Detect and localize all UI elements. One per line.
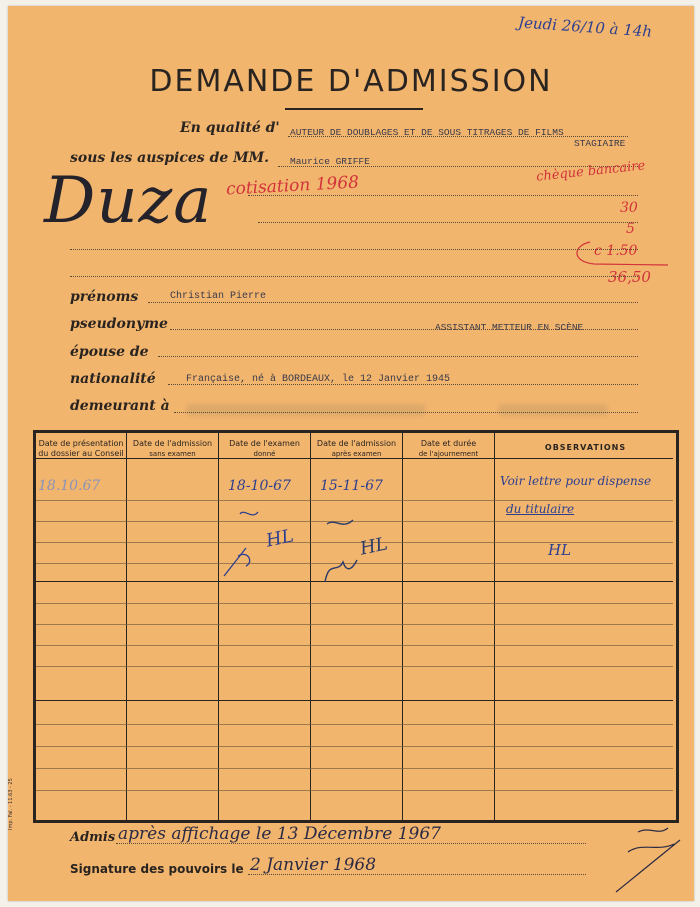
signature-line [248, 874, 586, 875]
epouse-line [158, 356, 638, 357]
redacted-address-1 [186, 404, 426, 416]
table-rule [36, 666, 673, 667]
col-ajournement [403, 432, 495, 822]
presentation-date: 18.10.67 [38, 478, 101, 494]
table-rule [36, 500, 673, 501]
header-admission-apres-main: Date de l'admission [316, 439, 397, 448]
amount-total: 36,50 [608, 268, 651, 286]
examen-date: 18-10-67 [228, 478, 291, 494]
header-examen-sub: donné [253, 450, 276, 458]
name-line-3 [70, 276, 638, 277]
header-ajournement-main: Date et durée [420, 439, 477, 448]
qualite-label: En qualité d' [180, 120, 280, 136]
signature-label: Signature des pouvoirs le [70, 862, 244, 876]
qualite-line [288, 136, 628, 137]
observation-line-2: du titulaire [506, 502, 575, 516]
table-rule [36, 724, 673, 725]
admission-signature-mark [313, 512, 403, 592]
nationalite-label: nationalité [70, 371, 156, 387]
header-examen [219, 433, 310, 459]
amount-1: 30 [620, 200, 638, 216]
title-underline [285, 108, 423, 110]
table-rule [36, 790, 673, 791]
qualite-value-2: STAGIAIRE [574, 138, 626, 149]
document-page [8, 6, 694, 901]
pseudonyme-value: ASSISTANT METTEUR EN SCÈNE [435, 322, 584, 333]
admis-label: Admis [70, 830, 116, 845]
examen-initials: HL [264, 525, 296, 552]
name-line-2 [70, 249, 638, 250]
prenoms-line [148, 302, 638, 303]
col-observations [495, 432, 678, 822]
table-rule [36, 645, 673, 646]
admission-apres-date: 15-11-67 [320, 478, 383, 494]
prenoms-label: prénoms [70, 289, 139, 305]
observation-initials: HL [548, 541, 572, 559]
amount-3: c 1.50 [594, 243, 638, 259]
amount-2: 5 [626, 221, 635, 237]
applicant-name: Duza [44, 164, 213, 238]
header-admission-sans-sub: sans examen [149, 450, 196, 458]
table-rule [36, 746, 673, 747]
prenoms-value: Christian Pierre [170, 291, 267, 302]
qualite-value: AUTEUR DE DOUBLAGES ET DE SOUS TITRAGES DE FILMS [290, 127, 564, 138]
auspices-label: sous les auspices de MM. [70, 150, 270, 166]
col-admission-sans [127, 432, 219, 822]
admis-line [116, 843, 586, 844]
header-ajournement-sub: de l'ajournement [418, 450, 479, 458]
header-admission-apres [311, 433, 402, 459]
table-rule [36, 624, 673, 625]
page-title: DEMANDE D'ADMISSION [149, 64, 553, 99]
table-header-rule [36, 458, 673, 459]
pseudonyme-label: pseudonyme [70, 316, 168, 332]
header-examen-main: Date de l'examen [229, 439, 300, 448]
redacted-address-2 [498, 404, 608, 416]
printer-mark: Imp. Fal. - 11.63 - 25 [8, 778, 14, 830]
admission-initials: HL [358, 533, 390, 560]
header-admission-sans-main: Date de l'admission [132, 439, 213, 448]
amount-bracket [568, 238, 678, 272]
pseudonyme-line [170, 329, 638, 330]
header-admission-sans [127, 433, 218, 459]
header-presentation: Date de présentation du dossier au Conseil [38, 439, 124, 458]
cheque-note: chèque bancaire [535, 158, 646, 185]
name-top-line [248, 195, 638, 196]
signature-value: 2 Janvier 1968 [250, 855, 377, 875]
name-line-1 [258, 222, 638, 223]
margin-initials [608, 818, 688, 898]
header-ajournement [403, 433, 494, 459]
nationalite-value: Française, né à BORDEAUX, le 12 Janvier 1945 [186, 374, 451, 385]
table-section-rule [36, 700, 673, 701]
corner-note: Jeudi 26/10 à 14h [517, 13, 653, 41]
table-rule [36, 603, 673, 604]
examen-signature-mark [218, 504, 308, 584]
nationalite-line [168, 384, 638, 385]
cotisation-note: cotisation 1968 [225, 172, 360, 200]
epouse-label: épouse de [70, 344, 149, 360]
header-observations: OBSERVATIONS [544, 443, 627, 452]
demeurant-label: demeurant à [70, 398, 170, 414]
demeurant-line [174, 412, 638, 413]
header-admission-apres-sub: après examen [331, 450, 382, 458]
observation-line-1: Voir lettre pour dispense [500, 474, 652, 488]
auspices-value: Maurice GRIFFE [290, 156, 370, 167]
admis-value: après affichage le 13 Décembre 1967 [118, 824, 441, 844]
table-rule [36, 768, 673, 769]
